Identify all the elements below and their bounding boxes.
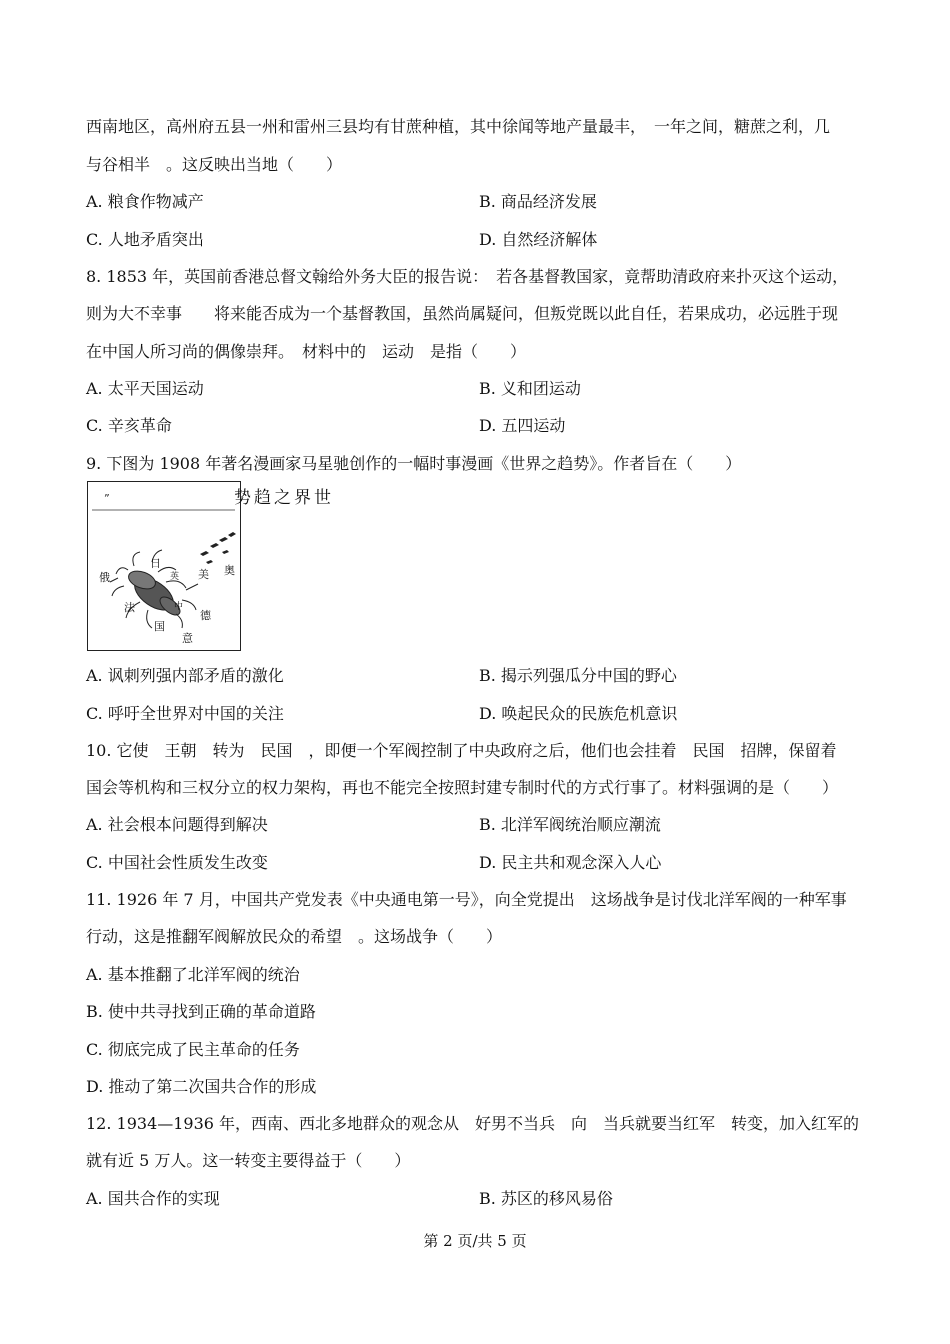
q10-option-c: C. 中国社会性质发生改变: [86, 853, 268, 872]
label-china: 中: [174, 602, 184, 612]
q8-option-a: A. 太平天国运动: [86, 379, 204, 398]
q9-line-1: 9. 下图为 1908 年著名漫画家马星驰创作的一幅时事漫画《世界之趋势》。作者旨在（ ）: [86, 454, 742, 473]
q8-option-b: B. 义和团运动: [479, 379, 581, 398]
label-usa: 美: [198, 568, 209, 581]
q10-option-d: D. 民主共和观念深入人心: [479, 853, 662, 872]
label-guo: 国: [154, 620, 165, 633]
q11-line-1: 11. 1926 年 7 月，中国共产党发表《中央通电第一号》，向全党提出 这场战争是讨伐北洋军阀的一种军事: [86, 890, 847, 909]
q11-option-c: C. 彻底完成了民主革命的任务: [86, 1040, 300, 1059]
q12-option-b: B. 苏区的移风易俗: [479, 1189, 613, 1208]
q12-line-1: 12. 1934—1936 年，西南、西北多地群众的观念从 好男不当兵 向 当兵就要当红军 转变，加入红军的: [86, 1114, 860, 1133]
label-italy: 意: [182, 632, 193, 645]
q9-option-d: D. 唤起民众的民族危机意识: [479, 704, 678, 723]
q9-option-b: B. 揭示列强瓜分中国的野心: [479, 666, 677, 685]
q7-line-2: 与谷相半 。这反映出当地（ ）: [86, 155, 343, 174]
q10-line-1: 10. 它使 王朝 转为 民国 ，即便一个军阀控制了中央政府之后，他们也会挂着 民国 招牌，保留着: [86, 741, 837, 760]
q12-line-2: 就有近 5 万人。这一转变主要得益于（ ）: [86, 1151, 411, 1170]
q9-option-c: C. 呼吁全世界对中国的关注: [86, 704, 284, 723]
q10-option-a: A. 社会根本问题得到解决: [86, 815, 268, 834]
q8-line-2: 则为大不幸事 将来能否成为一个基督教国，虽然尚属疑问，但叛党既以此自任，若果成功，必远胜于现: [86, 304, 839, 323]
q7-option-a: A. 粮食作物减产: [86, 192, 204, 211]
cartoon-world-trend: [87, 481, 334, 651]
page-footer: 第 2 页/共 5 页: [423, 1232, 527, 1250]
q7-option-b: B. 商品经济发展: [479, 192, 597, 211]
cartoon-title: 世界之趋势: [234, 488, 334, 508]
q12-option-a: A. 国共合作的实现: [86, 1189, 220, 1208]
title-mark: ”: [104, 492, 110, 505]
label-france: 法: [124, 601, 135, 614]
cartoon-drawing: [88, 482, 334, 649]
label-germany: 德: [200, 609, 211, 622]
q9-option-a: A. 讽刺列强内部矛盾的激化: [86, 666, 284, 685]
q11-option-a: A. 基本推翻了北洋军阀的统治: [86, 965, 300, 984]
q11-option-d: D. 推动了第二次国共合作的形成: [86, 1077, 317, 1096]
label-russia: 俄: [99, 571, 110, 584]
q8-option-c: C. 辛亥革命: [86, 416, 172, 435]
q8-line-3: 在中国人所习尚的偶像崇拜。 材料中的 运动 是指（ ）: [86, 342, 527, 361]
q8-line-1: 8. 1853 年，英国前香港总督文翰给外务大臣的报告说： 若各基督教国家，竟帮助清政府来扑灭这个运动，: [86, 267, 849, 286]
q7-option-d: D. 自然经济解体: [479, 230, 598, 249]
q10-line-2: 国会等机构和三权分立的权力架构，再也不能完全按照封建专制时代的方式行事了。材料强调的是（ ）: [86, 778, 839, 797]
q11-line-2: 行动，这是推翻军阀解放民众的希望 。这场战争（ ）: [86, 927, 503, 946]
label-austria: 奥: [224, 564, 235, 577]
flying-locusts: [200, 532, 236, 564]
q7-option-c: C. 人地矛盾突出: [86, 230, 204, 249]
q7-line-1: 西南地区，高州府五县一州和雷州三县均有甘蔗种植，其中徐闻等地产量最丰， 一年之间，糖蔗之利，几: [86, 117, 831, 136]
label-britain: 英: [170, 572, 180, 582]
q10-option-b: B. 北洋军阀统治顺应潮流: [479, 815, 661, 834]
q11-option-b: B. 使中共寻找到正确的革命道路: [86, 1002, 316, 1021]
label-japan: 日: [150, 557, 161, 570]
q8-option-d: D. 五四运动: [479, 416, 566, 435]
